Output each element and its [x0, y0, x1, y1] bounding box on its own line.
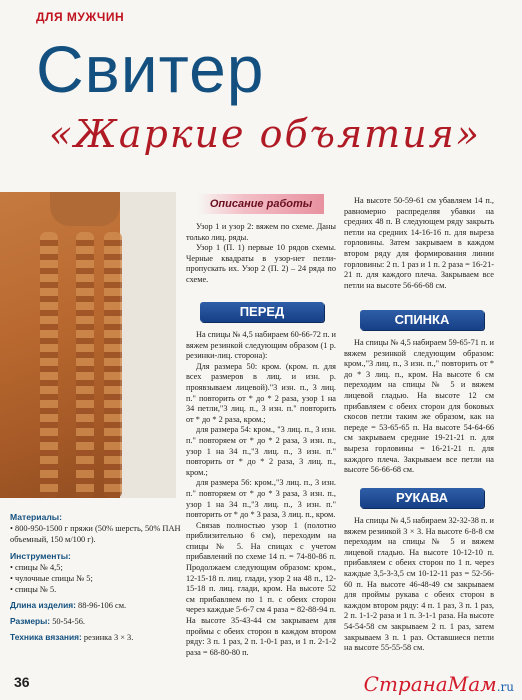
- description-paragraph: Узор 1 (П. 1) первые 10 рядов схемы. Черные квадраты в узор-нет петли-пропускать их. Узор 2 (П. 2) – 24 ряда по схеме.: [186, 243, 336, 284]
- length-label: Длина изделия:: [10, 600, 76, 610]
- length-value: 88-96-106 см.: [75, 601, 127, 610]
- cable-stripe: [76, 232, 94, 498]
- technique-value: резинка 3 × 3.: [81, 633, 134, 642]
- description-heading: Описание работы: [198, 194, 324, 214]
- front-paragraph: для размера 54: кром., "3 лиц. п., 3 изн. п." повторяем от * до * 2 раза, 3 изн. п., узор 1 на 34 п.,"3 лиц. п., 3 изн. п." повторить от * до * 2 раза, 3 лиц. п., кром.;: [186, 425, 336, 477]
- page-subtitle: «Жаркие объятия»: [48, 112, 482, 156]
- technique-row: [10, 632, 185, 643]
- back-banner: СПИНКА: [360, 310, 484, 330]
- materials-yarn: • 800-950-1500 г пряжи (50% шерсть, 50% ПАН объемный, 150 м/100 г).: [10, 524, 181, 544]
- cable-stripe: [104, 232, 122, 498]
- tool-item: • спицы № 4,5;: [10, 563, 63, 572]
- sweater-photo: [0, 192, 176, 498]
- front-banner: ПЕРЕД: [200, 302, 324, 322]
- technique-label: Техника вязания:: [10, 632, 82, 642]
- site-watermark: [364, 672, 514, 696]
- photo-background: [120, 192, 176, 498]
- front-paragraph: Для размера 50: кром. (кром. п. для всех размеров в лиц. и изн. р. проявзываем лицевой)."3 изн. п., 3 лиц. п." повторить от * до * 2 раза, узор 1 на 34 петли,"3 лиц. п., 3 изн. п." повторить от * до * 2 раза, кром.;: [186, 361, 336, 424]
- front-column: [186, 330, 336, 658]
- description-paragraph: Узор 1 и узор 2: вяжем по схеме. Даны только лиц. ряды.: [186, 222, 336, 242]
- front-neck-paragraph: На высоте 50-59-61 см убавляем 14 п., равномерно распределяя убавки на средних 48 п. В следующем ряду закрыть петли на средних 14-16-16 п. для выреза горловины. Затем закрываем в каждом втором ряду для формирования линии горловины: 2 п. 1 раз и 1 п. 2 раза = 16-21-21 п. для каждого плеча. Закрываем все петли на высоте 56-66-68 см.: [344, 196, 494, 290]
- sweater-collar: [50, 192, 120, 226]
- page-title: Свитер: [36, 32, 265, 106]
- sleeve-column: [344, 516, 494, 654]
- watermark-text: СтранаМам: [363, 672, 497, 696]
- materials-heading: Материалы:: [10, 512, 63, 522]
- watermark-suffix: .ru: [496, 680, 514, 694]
- front-paragraph: На спицы № 4,5 набираем 60-66-72 п. и вяжем резинкой следующим образом (1 р. резинки-лиц. сторона):: [186, 330, 336, 361]
- sleeve-banner: РУКАВА: [360, 488, 484, 508]
- cable-stripe: [40, 232, 58, 498]
- page-number: 36: [14, 674, 30, 690]
- materials-block: [10, 506, 185, 643]
- sizes-row: [10, 616, 185, 627]
- tools-heading: Инструменты:: [10, 551, 71, 561]
- right-column-top: [344, 196, 494, 291]
- front-paragraph: для размера 56: кром.,"3 лиц. п., 3 изн. п." повторяем от * до * 3 раза, 3 изн. п., узор 1 на 34 п.,"3 лиц. п., 3 изн. п." повторить от * до * 3 раза, 3 лиц. п., кром.: [186, 478, 336, 520]
- tool-item: • спицы № 5.: [10, 585, 57, 594]
- back-paragraph: На спицы № 4,5 набираем 59-65-71 п. и вяжем резинкой следующим образом: кром.,"3 лиц. п., 3 изн. п.," повторить от * до * 3 лиц. п., кром. На высоте 6 см переходим на спицы № 5 и вяжем лицевой гладью. На высоте 12 см прибавляем с обеих сторон для боковых скосов петли таким же образом, как на переде = 53-65-65 п. На высоте 54-64-66 см закрываем средние 19-21-21 п. для выреза горловины = 16-21-21 п. для каждого плеча. Закрываем все петли на высоте 56-66-68 см.: [344, 338, 494, 475]
- sleeve-paragraph: На спицы № 4,5 набираем 32-32-38 п. и вяжем резинкой 3 × 3. На высоте 6-8-8 см переходим на спицы № 5 и вяжем лицевой гладью. На высоте 10-12-10 п. прибавляем с обеих сторон по 1 п. через каждые 3,5-3-3,5 см 10-12-11 раз = 52-56-60 п. На высоте 46-48-49 см закрываем для проймы рукава с обеих сторон в каждом втором ряду: 4 п. 1 раз, 3 п. 1 раз, 2 п. 1-1-2 раза и 1 п. 3-1-1 раза. На высоте 54-54-58 см закрываем 2 п. 1 раз, затем закрываем 3 п. 1 раз. Оставшиеся петли на высоте 55-55-58 см.: [344, 516, 494, 653]
- front-paragraph: Связав полностью узор 1 (полотно приблизительно 6 см), переходим на спицы № 5. На спицах с учетом прибавлений по схеме 14 п. = 74-80-86 п. Продолжаем следующим образом: кром., 12-15-18 п. лиц. глади, узор 2 на 48 п., 12-15-18 п. лиц. глади, кром. На высоте 52 см прибавляем по 1 п. с обеих сторон через каждые 5-6-7 см 4 раза = 82-88-94 п. На высоте 35-43-44 см закрываем для проймы с обеих сторон в каждом втором ряду: 3 п. 1 раз, 2 п. 1-0-1 раз, и 1 п. 2-1-2 раза = 68-80-80 п.: [186, 520, 336, 657]
- sizes-label: Размеры:: [10, 616, 51, 626]
- sizes-value: 50-54-56.: [50, 617, 85, 626]
- length-row: [10, 600, 185, 611]
- tool-item: • чулочные спицы № 5;: [10, 574, 93, 583]
- section-label: ДЛЯ МУЖЧИН: [36, 10, 125, 24]
- back-column: [344, 338, 494, 476]
- description-column: [186, 222, 336, 286]
